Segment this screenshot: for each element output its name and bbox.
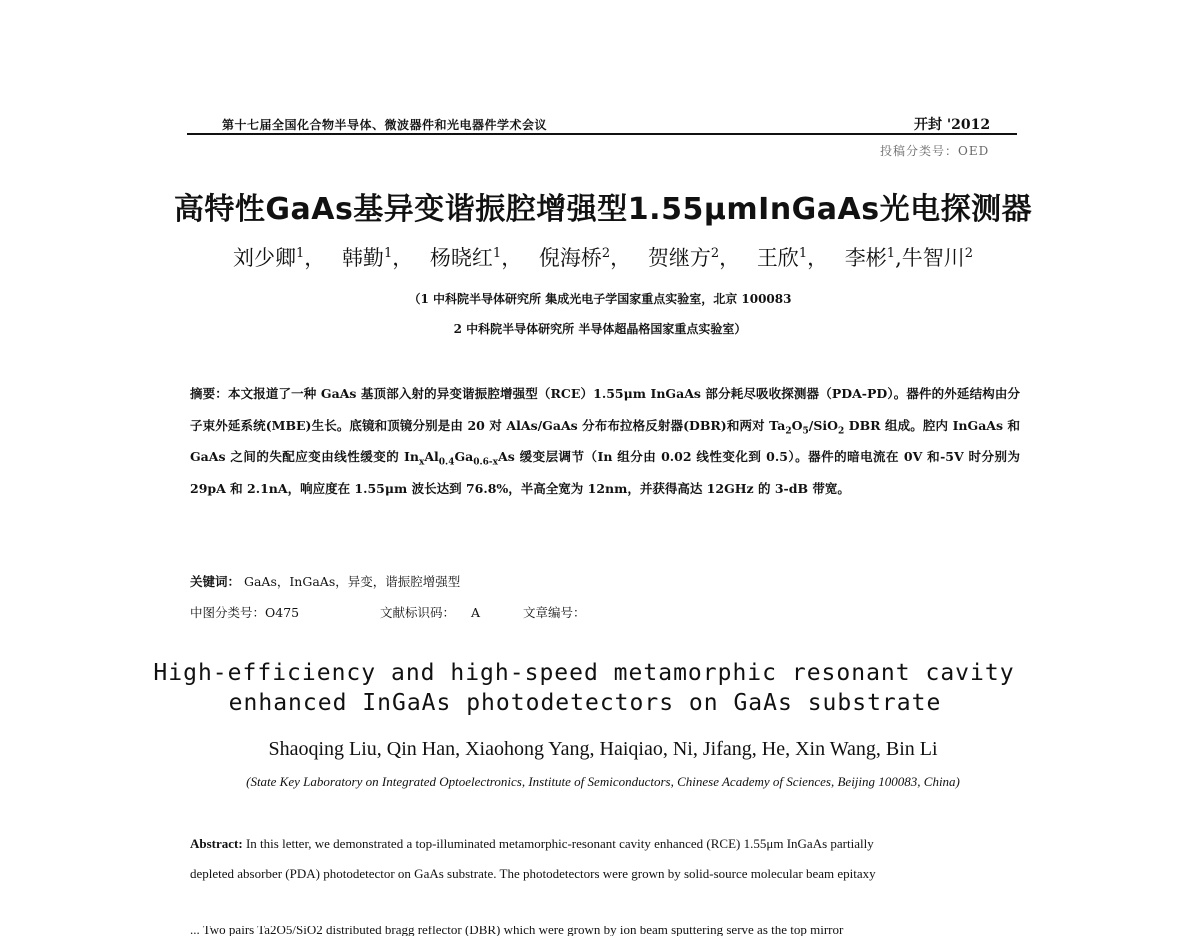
subscript: 0.4 — [438, 457, 455, 468]
paper-title-en-line-1: High-efficiency and high-speed metamorphic resonant cavity — [153, 660, 1015, 686]
author-list-en: Shaoqing Liu, Qin Han, Xiaohong Yang, Haiqiao, Ni, Jifang, He, Xin Wang, Bin Li — [268, 738, 938, 760]
author-name: 杨晓红 — [429, 246, 493, 270]
author-affiliation-mark: 2 — [964, 246, 974, 261]
author-name: 李彬 — [844, 246, 887, 270]
abstract-cn-text: /SiO — [808, 417, 839, 433]
author-separator: ， — [392, 246, 414, 270]
header-divider — [187, 133, 1017, 135]
subscript: x — [418, 457, 425, 468]
abstract-en-label: Abstract: — [190, 836, 243, 851]
author-affiliation-mark: 1 — [383, 246, 393, 261]
author-affiliation-mark: 1 — [295, 246, 305, 261]
subscript: 2 — [838, 426, 845, 436]
author-name: 倪海桥 — [538, 246, 602, 270]
author-name: 贺继方 — [647, 246, 711, 270]
subscript: 2 — [785, 426, 792, 436]
subscript: 0.6-x — [473, 457, 499, 468]
affiliation-cn-line-1: （1 中科院半导体研究所 集成光电子学国家重点实验室，北京 100083 — [408, 292, 792, 306]
abstract-en-text: In this letter, we demonstrated a top-illuminated metamorphic-resonant cavity enhanced (RCE) 1.55μm InGaAs partially — [242, 836, 874, 851]
abstract-cn-text: O — [791, 417, 803, 433]
author-name: 牛智川 — [901, 246, 965, 270]
abstract-cn-text: Ga — [454, 449, 474, 464]
doc-code: A — [471, 605, 481, 620]
abstract-cn-label: 摘要： — [190, 386, 228, 401]
abstract-cn — [190, 378, 1020, 504]
author-affiliation-mark: 1 — [798, 246, 808, 261]
keywords-text: GaAs，InGaAs，异变，谐振腔增强型 — [240, 574, 461, 589]
conference-location-year: 开封 '2012 — [914, 117, 991, 133]
submission-category: 投稿分类号：OED — [880, 144, 990, 158]
keywords-label: 关键词： — [190, 574, 241, 589]
author-separator: ， — [610, 246, 632, 270]
abstract-en-line-1 — [190, 836, 1020, 852]
author-affiliation-mark: 1 — [886, 246, 896, 261]
paper-title-en-line-2: enhanced InGaAs photodetectors on GaAs substrate — [228, 690, 942, 716]
abstract-en-line-3-cropped — [190, 926, 1020, 936]
conference-name: 第十七届全国化合物半导体、微波器件和光电器件学术会议 — [222, 118, 548, 132]
abstract-en-line-2: depleted absorber (PDA) photodetector on GaAs substrate. The photodetectors were grown by solid-source molecular beam epitaxy — [190, 866, 876, 881]
author-name: 韩勤 — [341, 246, 384, 270]
author-name: 王欣 — [756, 246, 799, 270]
abstract-cn-text: DBR 组成。腔内 InGaAs 和 GaAs 之间的失配应变由线性缓变的 In — [190, 417, 1021, 464]
affiliation-en: (State Key Laboratory on Integrated Optoelectronics, Institute of Semiconductors, Chinese Academy of Sciences, Beijing 100083, China) — [246, 774, 960, 789]
affiliation-cn-line-2: 2 中科院半导体研究所 半导体超晶格国家重点实验室） — [453, 322, 747, 336]
clc-number: 中图分类号：O475 — [190, 605, 300, 620]
doc-code-label: 文献标识码： — [380, 605, 456, 620]
abstract-en-text: ... Two pairs Ta2O5/SiO2 distributed bragg reflector (DBR) which were grown by ion beam sputtering serve as the top mirror — [190, 926, 844, 936]
author-list-cn: 刘少卿$^1$， 韩勤$^1$， 杨晓红$^1$， 倪海桥$^2$， 贺继方$^2$， 王欣$^1$， 李彬$^1$,牛智川$^2$ — [232, 246, 974, 270]
author-separator: ， — [304, 246, 326, 270]
abstract-cn-text: 本文报道了一种 GaAs 基顶部入射的异变谐振腔增强型（RCE）1.55μm InGaAs 部分耗尽吸收探测器（PDA-PD）。器件的外延结构由分子束外延系统(MBE)生长。底镜和顶镜分别是由 20 对 AlAs/GaAs 分布布拉格反射器(DBR)和两对 Ta — [190, 386, 1020, 433]
author-affiliation-mark: 2 — [710, 246, 720, 261]
author-separator: ， — [807, 246, 829, 270]
author-affiliation-mark: 2 — [601, 246, 611, 261]
abstract-cn-text: Al — [424, 449, 439, 464]
paper-title-cn: 高特性GaAs基异变谐振腔增强型1.55μmInGaAs光电探测器 — [173, 192, 1033, 227]
classification-line — [190, 603, 586, 621]
author-separator: ， — [719, 246, 741, 270]
abstract-cn-text: As 缓变层调节（In 组分由 0.02 线性变化到 0.5）。器件的暗电流在 0V 和-5V 时分别为 29pA 和 2.1nA，响应度在 1.55μm 波长达到 76.8%，半高全宽为 12nm，并获得高达 12GHz 的 3-dB 带宽。 — [190, 449, 1020, 496]
keywords-cn — [190, 572, 460, 590]
author-separator: ， — [501, 246, 523, 270]
subscript: 5 — [802, 426, 809, 436]
author-affiliation-mark: 1 — [492, 246, 502, 261]
author-name: 刘少卿 — [232, 246, 296, 270]
article-number-label: 文章编号： — [523, 605, 586, 620]
